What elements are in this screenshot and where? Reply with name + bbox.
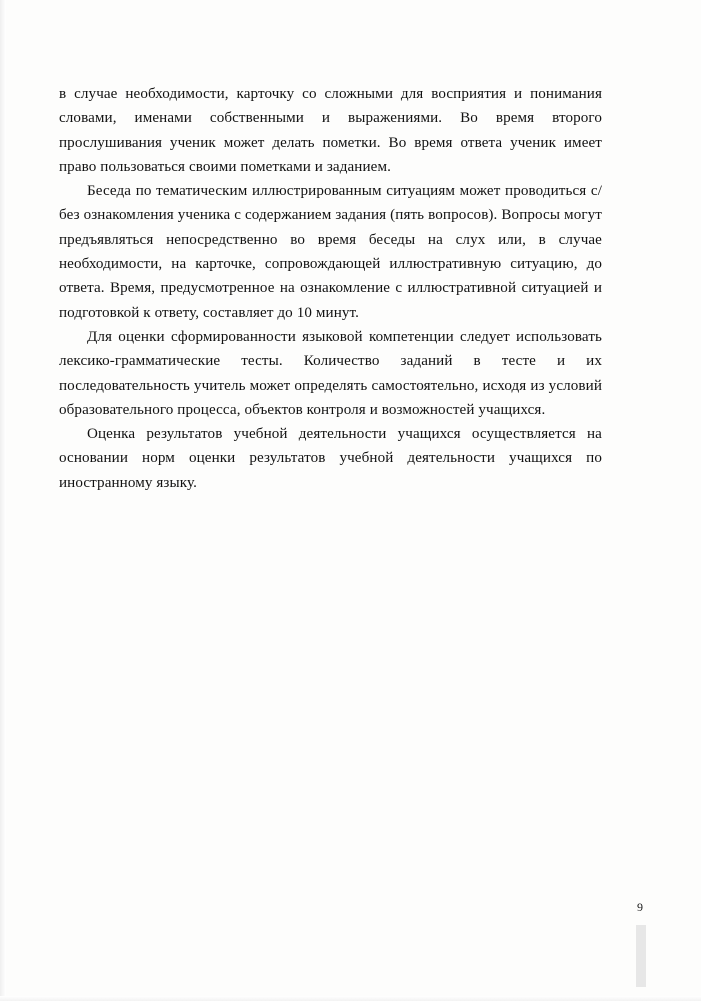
paragraph-4: Оценка результатов учебной деятельности учащихся осуществляется на основании норм оценки результатов учебной деятельности учащихся по иностранному языку. [59,426,602,491]
page-bottom-edge-shading [0,996,701,1001]
page-number: 9 [637,900,643,914]
paragraph-3: Для оценки сформированности языковой компетенции следует использовать лексико-грамматические тесты. Количество заданий в тесте и их последовательность учитель может определять самостоятельно, исходя из условий образовательного процесса, объектов контроля и возможностей учащихся. [59,328,602,418]
page-edge-marker [636,925,646,987]
paragraph-2: Беседа по тематическим иллюстрированным ситуациям может проводиться с/без ознакомления ученика с содержанием задания (пять вопросов). Вопросы могут предъявляться непосредственно во время беседы на слух или, в случае необходимости, на карточке, сопровождающей иллюстративную ситуацию, до ответа. Время, предусмотренное на ознакомление с иллюстративной ситуацией и подготовкой к ответу, составляет до 10 минут. [59,183,602,321]
body-text-column [59,82,602,495]
paragraph-1: в случае необходимости, карточку со сложными для восприятия и понимания словами, именами собственными и выражениями. Во время второго прослушивания ученик может делать пометки. Во время ответа ученик имеет право пользоваться своими пометками и заданием. [59,86,602,175]
page-left-edge-shading [0,0,6,1001]
